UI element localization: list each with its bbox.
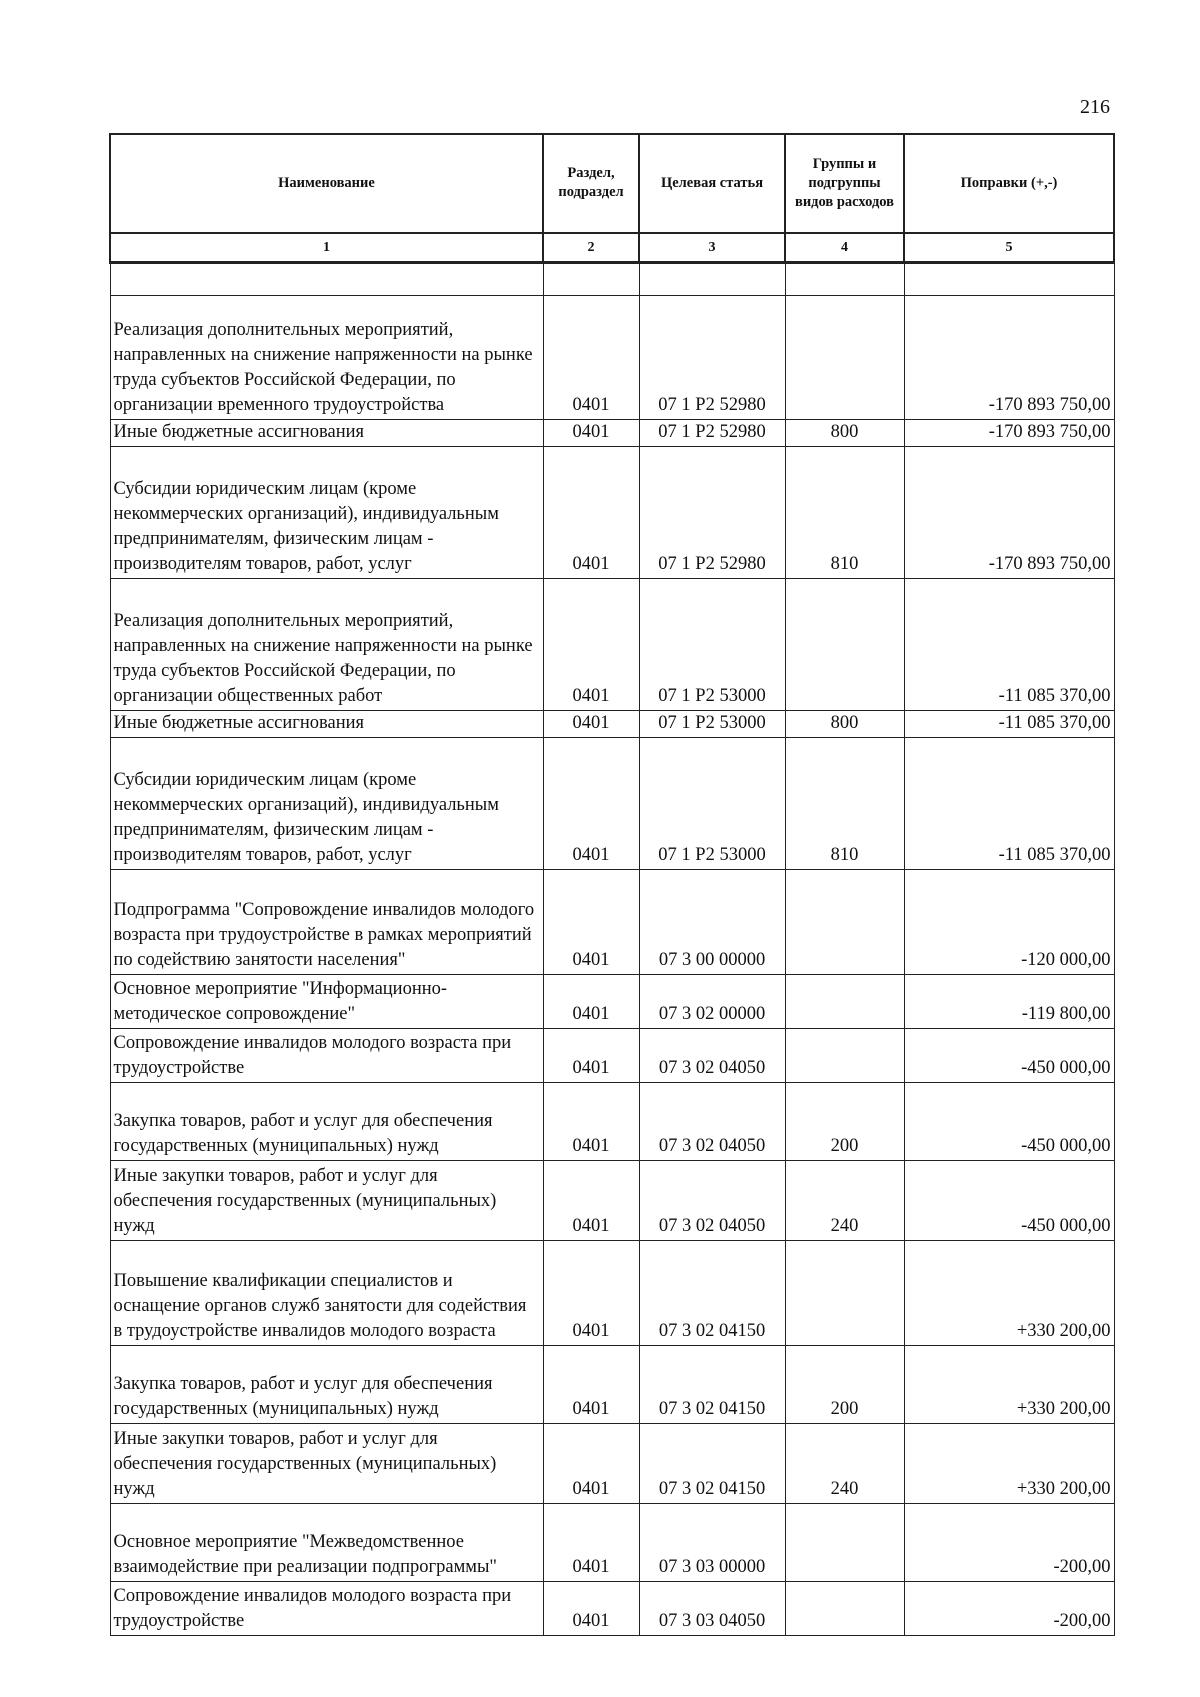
row-section: 0401 — [543, 1241, 639, 1346]
table-row — [110, 1029, 1114, 1083]
row-group: 240 — [785, 1424, 904, 1504]
spacer-row — [110, 263, 1114, 296]
row-target: 07 3 02 04050 — [639, 1161, 785, 1241]
page-number: 216 — [1080, 96, 1110, 118]
row-name: Иные закупки товаров, работ и услуг для обеспечения государственных (муниципальных) нужд — [110, 1424, 543, 1504]
row-name: Иные бюджетные ассигнования — [110, 711, 543, 738]
row-name: Иные бюджетные ассигнования — [110, 420, 543, 447]
row-amount: -200,00 — [904, 1582, 1114, 1636]
row-target: 07 3 02 04050 — [639, 1083, 785, 1161]
budget-amendments-table — [109, 133, 1115, 1636]
row-section: 0401 — [543, 1424, 639, 1504]
row-section: 0401 — [543, 738, 639, 870]
header-row — [110, 134, 1114, 233]
row-amount: -120 000,00 — [904, 870, 1114, 975]
row-section: 0401 — [543, 1582, 639, 1636]
row-name: Реализация дополнительных мероприятий, направленных на снижение напряженности на рынке труда субъектов Российской Федерации, по организации общественных работ — [110, 579, 543, 711]
header-amendment: Поправки (+,-) — [904, 134, 1114, 233]
row-target: 07 3 00 00000 — [639, 870, 785, 975]
row-target: 07 3 02 04150 — [639, 1241, 785, 1346]
row-group — [785, 975, 904, 1029]
row-section: 0401 — [543, 1029, 639, 1083]
row-group: 200 — [785, 1083, 904, 1161]
row-target: 07 1 Р2 53000 — [639, 711, 785, 738]
table-row — [110, 1424, 1114, 1504]
column-number: 4 — [785, 233, 904, 263]
table-row — [110, 870, 1114, 975]
row-target: 07 3 02 00000 — [639, 975, 785, 1029]
table-row — [110, 1346, 1114, 1424]
row-section: 0401 — [543, 420, 639, 447]
row-section: 0401 — [543, 579, 639, 711]
row-target: 07 1 Р2 52980 — [639, 420, 785, 447]
column-number: 2 — [543, 233, 639, 263]
row-amount: -170 893 750,00 — [904, 447, 1114, 579]
row-group — [785, 1582, 904, 1636]
row-section: 0401 — [543, 1161, 639, 1241]
row-group: 800 — [785, 420, 904, 447]
header-name: Наименование — [110, 134, 543, 233]
row-section: 0401 — [543, 1346, 639, 1424]
row-amount: -200,00 — [904, 1504, 1114, 1582]
row-amount: +330 200,00 — [904, 1241, 1114, 1346]
table-row — [110, 711, 1114, 738]
row-section: 0401 — [543, 1083, 639, 1161]
column-number: 3 — [639, 233, 785, 263]
row-name: Закупка товаров, работ и услуг для обеспечения государственных (муниципальных) нужд — [110, 1083, 543, 1161]
row-section: 0401 — [543, 975, 639, 1029]
row-name: Сопровождение инвалидов молодого возраста при трудоустройстве — [110, 1582, 543, 1636]
row-group: 800 — [785, 711, 904, 738]
row-name: Субсидии юридическим лицам (кроме некоммерческих организаций), индивидуальным предпринимателям, физическим лицам - производителям товаров, работ, услуг — [110, 447, 543, 579]
table-row — [110, 1582, 1114, 1636]
header-target: Целевая статья — [639, 134, 785, 233]
row-name: Сопровождение инвалидов молодого возраста при трудоустройстве — [110, 1029, 543, 1083]
row-amount: +330 200,00 — [904, 1346, 1114, 1424]
row-section: 0401 — [543, 1504, 639, 1582]
row-name: Реализация дополнительных мероприятий, направленных на снижение напряженности на рынке труда субъектов Российской Федерации, по организации временного трудоустройства — [110, 296, 543, 420]
row-name: Закупка товаров, работ и услуг для обеспечения государственных (муниципальных) нужд — [110, 1346, 543, 1424]
row-amount: -450 000,00 — [904, 1029, 1114, 1083]
row-name: Подпрограмма "Сопровождение инвалидов молодого возраста при трудоустройстве в рамках мероприятий по содействию занятости населения" — [110, 870, 543, 975]
row-amount: -119 800,00 — [904, 975, 1114, 1029]
row-target: 07 1 Р2 52980 — [639, 296, 785, 420]
column-number: 5 — [904, 233, 1114, 263]
row-section: 0401 — [543, 870, 639, 975]
row-name: Субсидии юридическим лицам (кроме некоммерческих организаций), индивидуальным предпринимателям, физическим лицам - производителям товаров, работ, услуг — [110, 738, 543, 870]
row-target: 07 3 03 00000 — [639, 1504, 785, 1582]
row-amount: -170 893 750,00 — [904, 420, 1114, 447]
row-name: Основное мероприятие "Межведомственное взаимодействие при реализации подпрограммы" — [110, 1504, 543, 1582]
table-row — [110, 296, 1114, 420]
table-row — [110, 1241, 1114, 1346]
row-target: 07 1 Р2 53000 — [639, 738, 785, 870]
row-target: 07 1 Р2 52980 — [639, 447, 785, 579]
row-group — [785, 870, 904, 975]
row-group — [785, 296, 904, 420]
row-group: 200 — [785, 1346, 904, 1424]
row-target: 07 3 03 04050 — [639, 1582, 785, 1636]
row-amount: -450 000,00 — [904, 1083, 1114, 1161]
row-amount: -450 000,00 — [904, 1161, 1114, 1241]
table-row — [110, 579, 1114, 711]
row-group — [785, 1029, 904, 1083]
row-group: 810 — [785, 447, 904, 579]
table-row — [110, 1161, 1114, 1241]
row-target: 07 1 Р2 53000 — [639, 579, 785, 711]
row-amount: -11 085 370,00 — [904, 738, 1114, 870]
row-name: Повышение квалификации специалистов и оснащение органов служб занятости для содействия в трудоустройстве инвалидов молодого возраста — [110, 1241, 543, 1346]
row-amount: -11 085 370,00 — [904, 579, 1114, 711]
row-amount: -170 893 750,00 — [904, 296, 1114, 420]
table-row — [110, 975, 1114, 1029]
header-group: Группы и подгруппы видов расходов — [785, 134, 904, 233]
table-row — [110, 738, 1114, 870]
table-row — [110, 1504, 1114, 1582]
column-number: 1 — [110, 233, 543, 263]
row-section: 0401 — [543, 711, 639, 738]
table-row — [110, 420, 1114, 447]
row-group — [785, 1241, 904, 1346]
header-section: Раздел, подраздел — [543, 134, 639, 233]
row-group — [785, 1504, 904, 1582]
column-number-row — [110, 233, 1114, 263]
table-row — [110, 447, 1114, 579]
row-name: Иные закупки товаров, работ и услуг для обеспечения государственных (муниципальных) нужд — [110, 1161, 543, 1241]
row-amount: +330 200,00 — [904, 1424, 1114, 1504]
row-group: 240 — [785, 1161, 904, 1241]
table-row — [110, 1083, 1114, 1161]
row-section: 0401 — [543, 447, 639, 579]
row-section: 0401 — [543, 296, 639, 420]
row-group: 810 — [785, 738, 904, 870]
row-name: Основное мероприятие "Информационно-методическое сопровождение" — [110, 975, 543, 1029]
row-target: 07 3 02 04050 — [639, 1029, 785, 1083]
row-target: 07 3 02 04150 — [639, 1424, 785, 1504]
row-target: 07 3 02 04150 — [639, 1346, 785, 1424]
row-group — [785, 579, 904, 711]
row-amount: -11 085 370,00 — [904, 711, 1114, 738]
